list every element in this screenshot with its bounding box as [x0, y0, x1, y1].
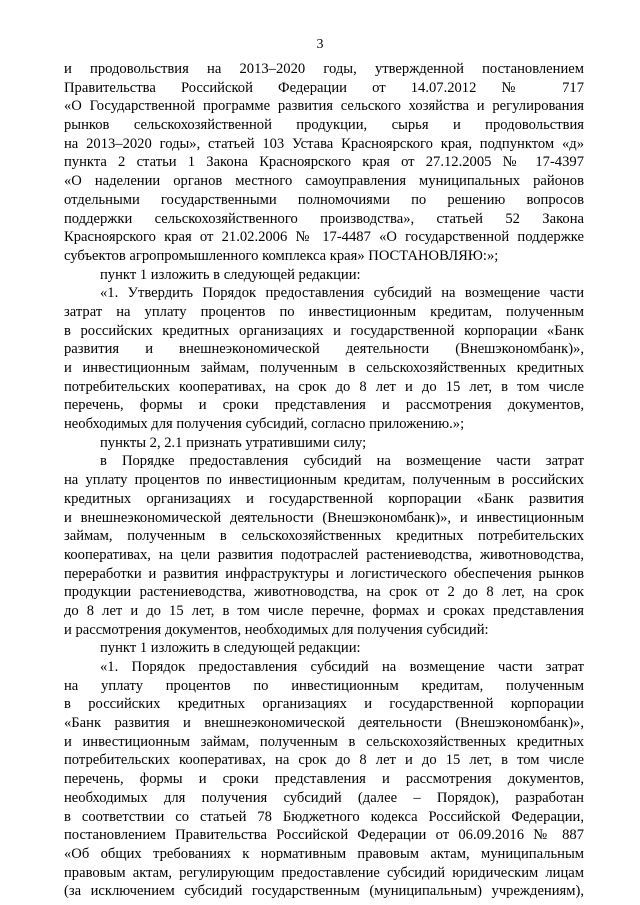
text-line: и рассмотрения документов, необходимых для получения субсидий: — [64, 621, 489, 638]
text-line: и продовольствия на 2013–2020 годы, утвержденной постановлением — [64, 61, 584, 77]
text-line: «1. Утвердить Порядок предоставления субсидий на возмещение части — [100, 285, 584, 302]
text-line: на 2013–2020 годы», статьей 103 Устава Красноярского края, подпунктом «д» — [64, 135, 584, 152]
text-line: пункта 2 статьи 1 Закона Красноярского края от 27.12.2005 № 17-4397 — [64, 154, 584, 171]
text-line: субъектов агропромышленного комплекса края» ПОСТАНОВЛЯЮ:»; — [64, 247, 499, 264]
text-line: необходимых для получения субсидий (далее – Порядок), разработан — [64, 789, 584, 806]
text-line: в российских кредитных организациях и государственной корпорации «Банк — [64, 322, 584, 339]
text-line: развития и внешнеэкономической деятельности (Внешэкономбанк)», — [64, 341, 584, 358]
text-line: «Об общих требованиях к нормативным правовым актам, муниципальным — [64, 845, 584, 862]
text-line: и внешнеэкономической деятельности (Внешэкономбанк)», и инвестиционным — [64, 509, 584, 526]
text-line: рынков сельскохозяйственной продукции, сырья и продовольствия — [64, 117, 584, 134]
text-line: в соответствии со статьей 78 Бюджетного кодекса Российской Федерации, — [64, 808, 584, 825]
text-line: на уплату процентов по инвестиционным кредитам, полученным в российских — [64, 472, 584, 489]
text-line: поддержки сельскохозяйственного производства», статьей 52 Закона — [64, 210, 584, 227]
text-line: кооперативах, на цели развития подотраслей растениеводства, животноводства, — [64, 546, 584, 563]
text-line: перечень, формы и сроки представления и рассмотрения документов, — [64, 771, 584, 788]
text-line: и инвестиционным займам, полученным в сельскохозяйственных кредитных — [64, 733, 584, 750]
text-line: займам, полученным в сельскохозяйственных кредитных потребительских — [64, 528, 584, 545]
text-line: пункты 2, 2.1 признать утратившими силу; — [100, 434, 367, 451]
page-number: 3 — [316, 37, 324, 52]
text-line: пункт 1 изложить в следующей редакции: — [100, 266, 361, 283]
text-line: отдельными государственными полномочиями по решению вопросов — [64, 191, 584, 208]
text-line: перечень, формы и сроки представления и рассмотрения документов, — [64, 397, 584, 414]
text-line: и инвестиционным займам, полученным в сельскохозяйственных кредитных — [64, 360, 584, 376]
text-line: необходимых для получения субсидий, согласно приложению.»; — [64, 416, 465, 433]
text-line: Правительства Российской Федерации от 14.07.2012 № 717 — [64, 79, 584, 96]
text-line: потребительских кооперативах, на срок до 8 лет и до 15 лет, в том числе — [64, 378, 584, 395]
text-line: Красноярского края от 21.02.2006 № 17-4487 «О государственной поддержке — [64, 229, 584, 246]
text-line: «1. Порядок предоставления субсидий на возмещение части затрат — [100, 659, 584, 675]
text-line: пункт 1 изложить в следующей редакции: — [100, 640, 361, 657]
text-line: «О Государственной программе развития сельского хозяйства и регулирования — [64, 98, 584, 115]
text-line: переработки и развития инфраструктуры и логистического обеспечения рынков — [64, 565, 584, 582]
text-line: (за исключением субсидий государственным (муниципальным) учреждениям), — [64, 883, 584, 900]
text-line: на уплату процентов по инвестиционным кредитам, полученным — [64, 677, 584, 694]
text-line: постановлением Правительства Российской Федерации от 06.09.2016 № 887 — [64, 827, 584, 844]
text-line: потребительских кооперативах, на срок до 8 лет и до 15 лет, в том числе — [64, 752, 584, 769]
text-line: в Порядке предоставления субсидий на возмещение части затрат — [100, 453, 584, 470]
text-line: затрат на уплату процентов по инвестиционным кредитам, полученным — [64, 303, 584, 320]
text-line: кредитных организациях и государственной корпорации «Банк развития — [64, 490, 584, 507]
text-line: правовым актам, регулирующим предоставление субсидий юридическим лицам — [64, 864, 584, 881]
text-line: до 8 лет и до 15 лет, в том числе перечне, формах и сроках представления — [64, 602, 584, 619]
document-body — [64, 60, 584, 901]
text-line: продукции растениеводства, животноводства, на срок от 2 до 8 лет, на срок — [64, 584, 584, 601]
text-line: «О наделении органов местного самоуправления муниципальных районов — [64, 173, 584, 190]
text-line: «Банк развития и внешнеэкономической деятельности (Внешэкономбанк)», — [64, 715, 584, 732]
text-line: в российских кредитных организациях и государственной корпорации — [64, 696, 584, 713]
